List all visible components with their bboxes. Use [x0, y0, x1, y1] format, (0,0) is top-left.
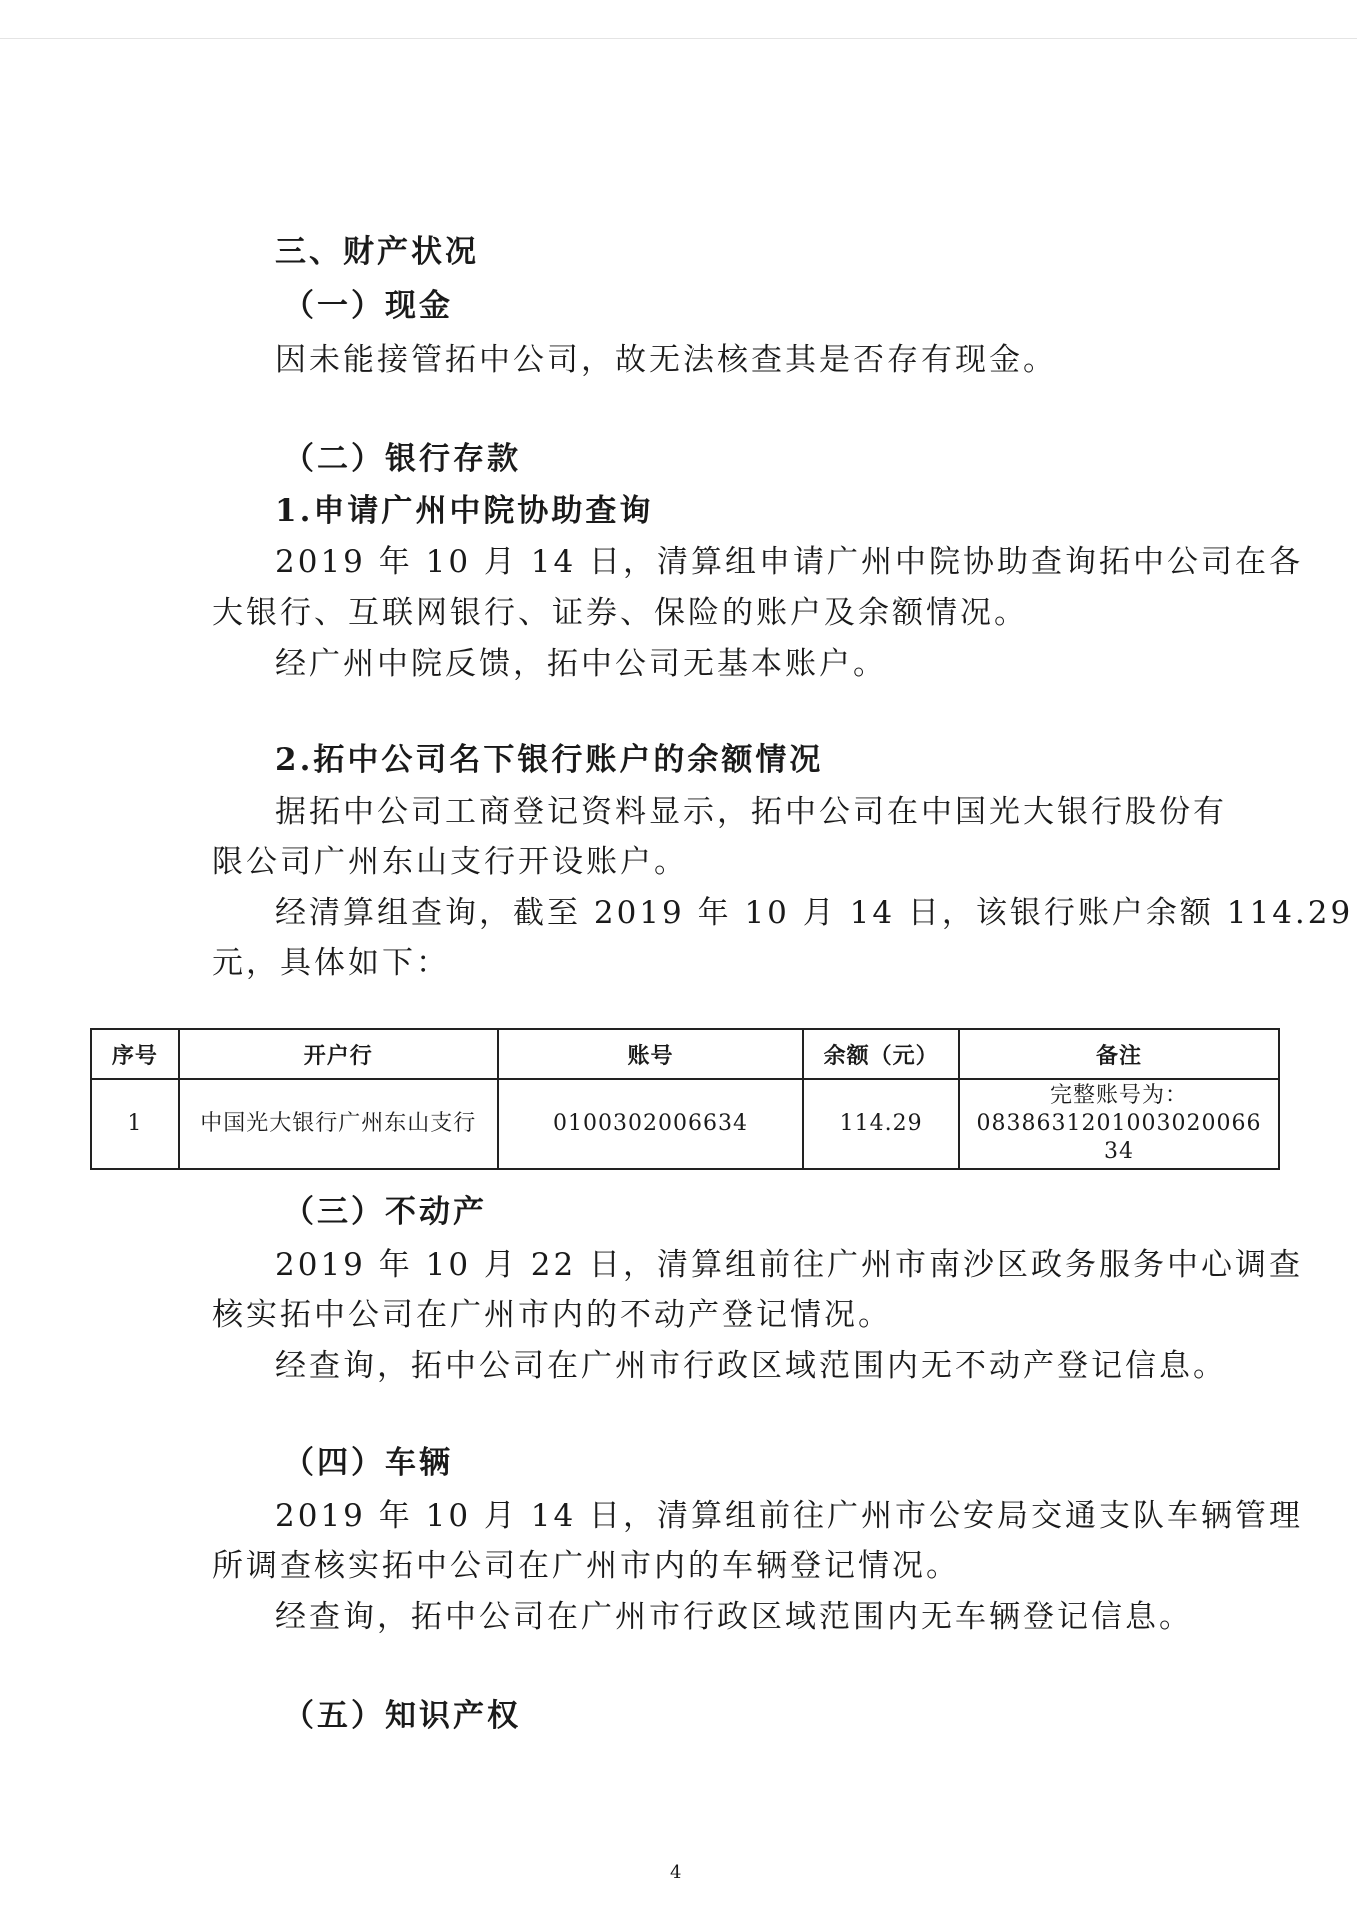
cell-bank: 中国光大银行广州东山支行	[179, 1079, 498, 1169]
header-account: 账号	[498, 1029, 804, 1079]
ip-heading: （五）知识产权	[283, 1698, 521, 1734]
vehicle-heading: （四）车辆	[283, 1445, 453, 1481]
bank-sub1-p1-line2: 大银行、互联网银行、证券、保险的账户及余额情况。	[212, 595, 1028, 631]
bank-sub2-p1-line2: 限公司广州东山支行开设账户。	[212, 844, 688, 880]
bank-sub2-p2-line2: 元，具体如下：	[212, 945, 450, 981]
table-header-row	[91, 1029, 1279, 1079]
vehicle-p1-line1: 2019 年 10 月 14 日，清算组前往广州市公安局交通支队车辆管理	[275, 1498, 1304, 1534]
cell-account: 0100302006634	[498, 1079, 804, 1169]
bank-sub2-p1-line1: 据拓中公司工商登记资料显示，拓中公司在中国光大银行股份有	[275, 794, 1227, 830]
header-no: 序号	[91, 1029, 179, 1079]
section-title: 三、财产状况	[275, 234, 479, 270]
cash-heading: （一）现金	[283, 288, 453, 324]
bank-sub1-heading: 1.申请广州中院协助查询	[275, 493, 654, 529]
cash-text: 因未能接管拓中公司，故无法核查其是否存有现金。	[275, 342, 1057, 378]
realestate-p1-line2: 核实拓中公司在广州市内的不动产登记情况。	[212, 1297, 892, 1333]
bank-sub1-p1-line1: 2019 年 10 月 14 日，清算组申请广州中院协助查询拓中公司在各	[275, 544, 1304, 580]
cell-note	[959, 1079, 1279, 1169]
header-note: 备注	[959, 1029, 1279, 1079]
cell-no: 1	[91, 1079, 179, 1169]
header-bank: 开户行	[179, 1029, 498, 1079]
note-line2: 0838631201003020066 34	[976, 1111, 1262, 1164]
page-number: 4	[670, 1862, 682, 1883]
vehicle-p2: 经查询，拓中公司在广州市行政区域范围内无车辆登记信息。	[275, 1599, 1193, 1635]
vehicle-p1-line2: 所调查核实拓中公司在广州市内的车辆登记情况。	[212, 1548, 960, 1584]
realestate-p1-line1: 2019 年 10 月 22 日，清算组前往广州市南沙区政务服务中心调查	[275, 1247, 1304, 1283]
table-row	[91, 1079, 1279, 1169]
realestate-heading: （三）不动产	[283, 1194, 487, 1230]
realestate-p2: 经查询，拓中公司在广州市行政区域范围内无不动产登记信息。	[275, 1348, 1227, 1384]
cell-balance: 114.29	[803, 1079, 959, 1169]
scan-edge-line	[0, 38, 1357, 39]
bank-sub1-p2: 经广州中院反馈，拓中公司无基本账户。	[275, 646, 887, 682]
bank-heading: （二）银行存款	[283, 441, 521, 477]
bank-sub2-p2-line1: 经清算组查询，截至 2019 年 10 月 14 日，该银行账户余额 114.29	[275, 895, 1354, 931]
note-line1: 完整账号为：	[1050, 1083, 1189, 1108]
bank-sub2-heading: 2.拓中公司名下银行账户的余额情况	[275, 742, 824, 778]
bank-account-table	[90, 1028, 1280, 1170]
header-balance: 余额（元）	[803, 1029, 959, 1079]
